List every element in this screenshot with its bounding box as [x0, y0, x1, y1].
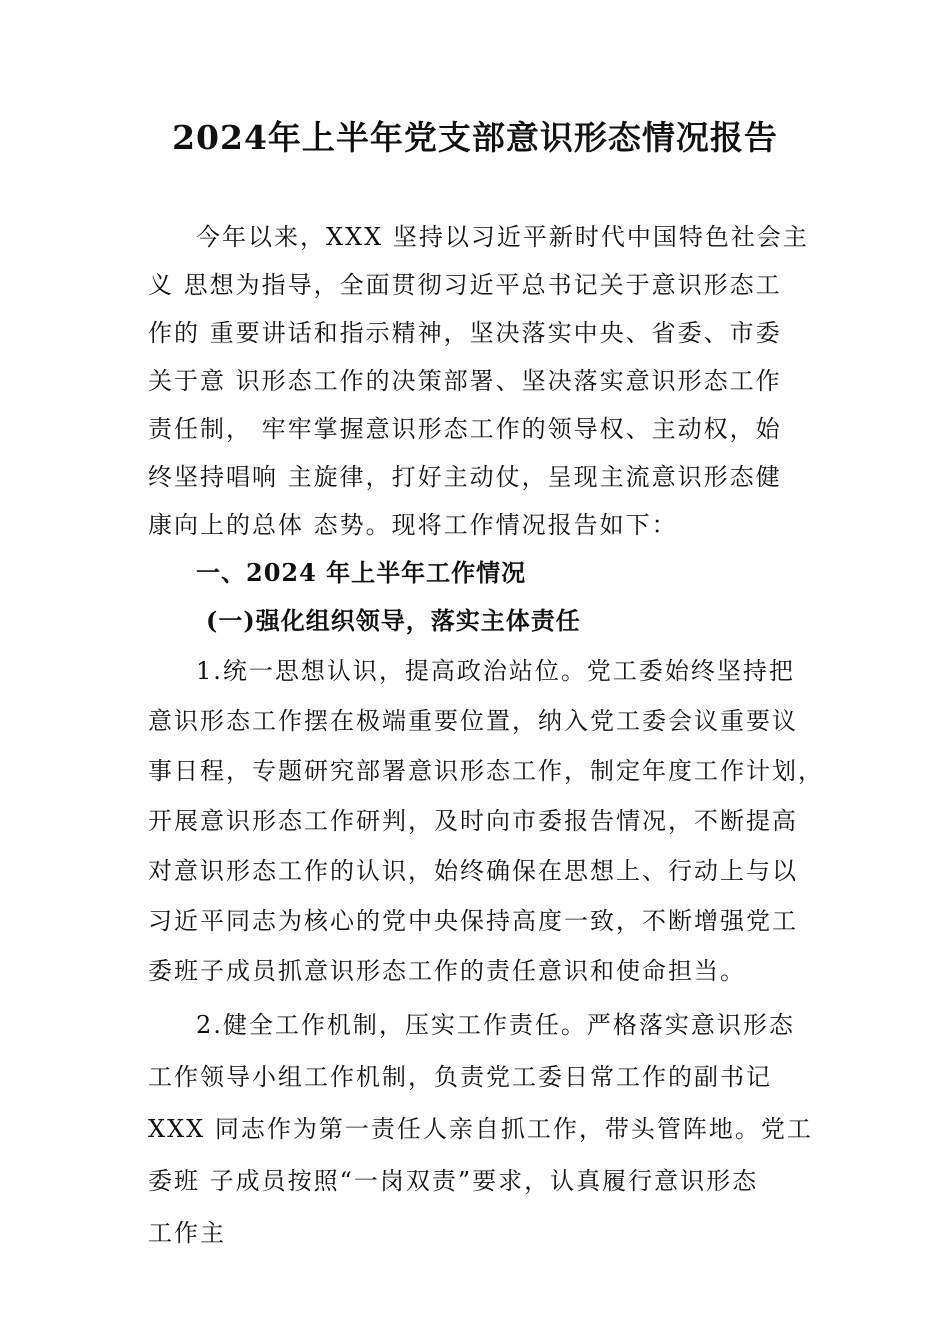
intro-line-2: 义 思想为指导，全面贯彻习近平总书记关于意识形态工 — [148, 271, 782, 299]
section-heading: 一、2024 年上半年工作情况 — [196, 558, 527, 587]
item1-line-3: 事日程，专题研究部署意识形态工作，制定年度工作计划， — [148, 757, 824, 785]
item2-line-1: 2.健全工作机制，压实工作责任。严格落实意识形态 — [196, 1011, 795, 1039]
item1-line-4: 开展意识形态工作研判，及时向市委报告情况，不断提高 — [148, 807, 798, 835]
item1-line-1: 1.统一思想认识，提高政治站位。党工委始终坚持把 — [196, 657, 795, 685]
item2-line-2: 工作领导小组工作机制，负责党工委日常工作的副书记 — [148, 1063, 772, 1091]
item1-line-5: 对意识形态工作的认识，始终确保在思想上、行动上与以 — [148, 857, 798, 885]
intro-line-5: 责任制， 牢牢掌握意识形态工作的领导权、主动权，始 — [148, 415, 782, 443]
intro-line-1: 今年以来，XXX 坚持以习近平新时代中国特色社会主 — [196, 223, 809, 251]
item2-line-5: 工作主 — [148, 1219, 226, 1247]
document-title: 2024年上半年党支部意识形态情况报告 — [172, 118, 778, 157]
item2-line-4: 委班 子成员按照“一岗双责”要求，认真履行意识形态 — [148, 1167, 759, 1195]
subsection-heading: (一)强化组织领导，落实主体责任 — [206, 606, 581, 635]
intro-line-6: 终坚持唱响 主旋律，打好主动仗，呈现主流意识形态健 — [148, 463, 782, 491]
item1-line-2: 意识形态工作摆在极端重要位置，纳入党工委会议重要议 — [148, 707, 798, 735]
item1-line-7: 委班子成员抓意识形态工作的责任意识和使命担当。 — [148, 957, 746, 985]
intro-line-7: 康向上的总体 态势。现将工作情况报告如下： — [148, 511, 678, 539]
intro-line-4: 关于意 识形态工作的决策部署、坚决落实意识形态工作 — [148, 367, 782, 395]
item2-line-3: XXX 同志作为第一责任人亲自抓工作，带头管阵地。党工 — [148, 1115, 813, 1143]
item1-line-6: 习近平同志为核心的党中央保持高度一致，不断增强党工 — [148, 907, 798, 935]
intro-line-3: 作的 重要讲话和指示精神，坚决落实中央、省委、市委 — [148, 319, 782, 347]
